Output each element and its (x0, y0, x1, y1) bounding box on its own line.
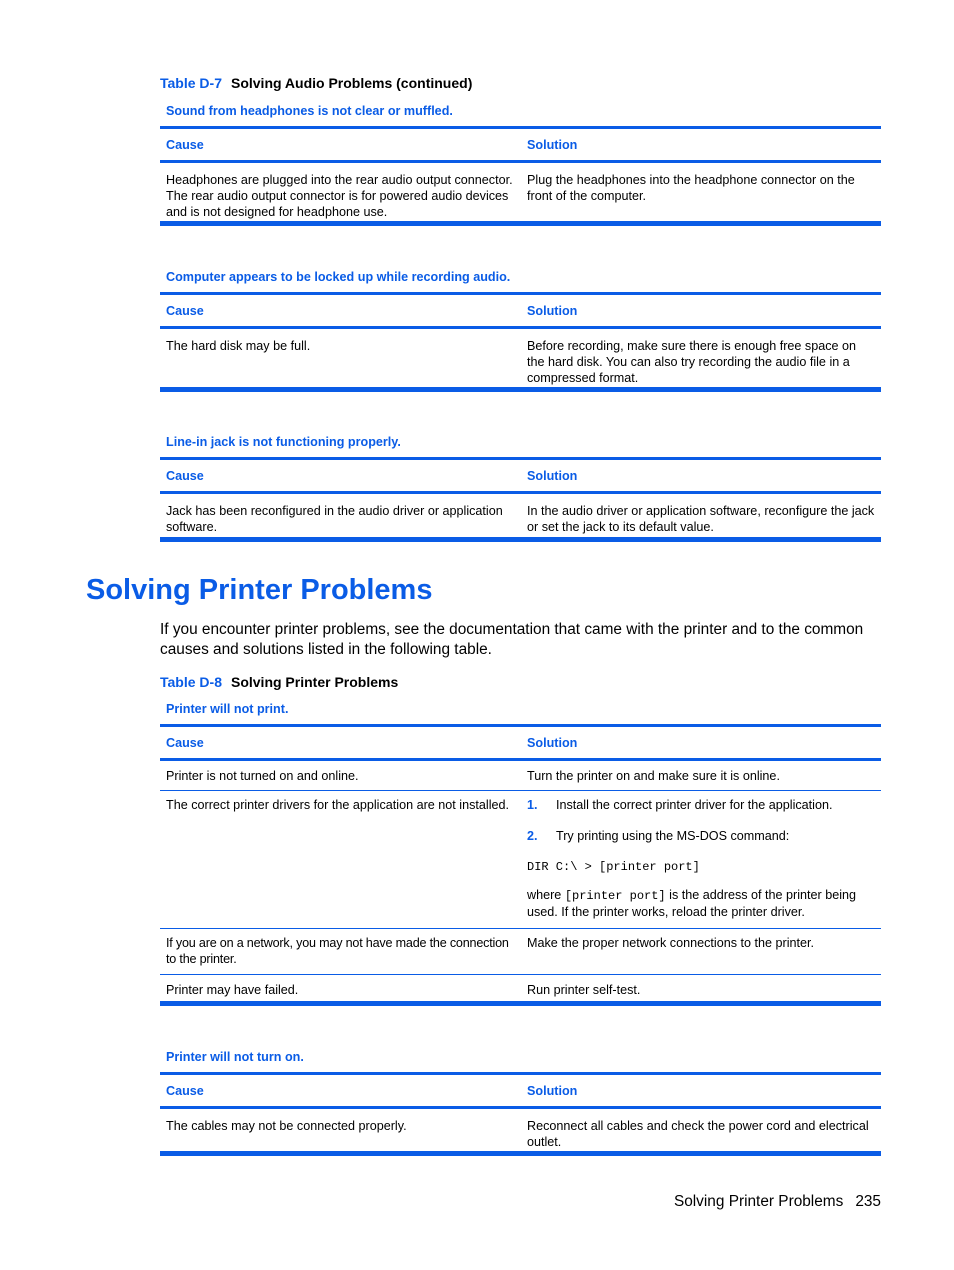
table-d8-title: Solving Printer Problems (230, 674, 399, 690)
step-text: Try printing using the MS-DOS command: (556, 829, 790, 843)
ms-dos-command: DIR C:\ > [printer port] (527, 860, 700, 874)
cause-cell: The cables may not be connected properly. (166, 1119, 407, 1133)
column-header-cause: Cause (166, 468, 204, 483)
column-header-solution: Solution (527, 303, 578, 318)
table-d8-section-will-not-print (160, 694, 881, 1005)
solution-cell: Make the proper network connections to the printer. (527, 936, 815, 950)
where-prefix: where (527, 888, 565, 902)
step-item (527, 797, 875, 813)
cause-cell: Printer may have failed. (166, 983, 299, 997)
table-row (160, 494, 881, 541)
solution-cell: In the audio driver or application software, reconfigure the jack or set the jack to its default value. (527, 504, 875, 534)
cause-cell: Headphones are plugged into the rear audio output connector. The rear audio output connector is for powered audio devices and is not designed for headphone use. (166, 173, 513, 219)
step-text: Install the correct printer driver for the application. (556, 798, 833, 812)
table-end-rule (160, 537, 881, 542)
column-header-cause: Cause (166, 303, 204, 318)
column-headers (160, 460, 881, 491)
cause-cell: Jack has been reconfigured in the audio driver or application software. (166, 504, 503, 534)
column-headers (160, 1075, 881, 1106)
solution-cell: Run printer self-test. (527, 983, 641, 997)
solution-cell: Turn the printer on and make sure it is online. (527, 769, 780, 783)
column-header-cause: Cause (166, 1083, 204, 1098)
solution-steps (527, 797, 875, 844)
solution-cell: Before recording, make sure there is enough free space on the hard disk. You can also try recording the audio file in a compressed format. (527, 339, 857, 385)
cause-cell: The hard disk may be full. (166, 339, 311, 353)
column-headers (160, 727, 881, 758)
step-item (527, 828, 875, 844)
section-heading: Computer appears to be locked up while recording audio. (166, 270, 511, 284)
page-number: 235 (855, 1193, 881, 1210)
where-note (527, 887, 875, 920)
table-row (160, 163, 881, 226)
column-header-solution: Solution (527, 137, 578, 152)
solution-cell: Plug the headphones into the headphone connector on the front of the computer. (527, 173, 855, 203)
where-suffix: is the address of the printer being used. If the printer works, reload the printer driver. (527, 888, 857, 919)
intro-paragraph: If you encounter printer problems, see the documentation that came with the printer and to the common causes and solutions listed in the following table. (160, 621, 864, 658)
section-heading: Line-in jack is not functioning properly. (166, 435, 401, 449)
table-d8-section-will-not-turn-on (160, 1042, 881, 1156)
table-d7-section-headphones (160, 96, 881, 226)
table-row (160, 1109, 881, 1156)
table-d7-section-line-in (160, 427, 881, 541)
table-d7-title: Solving Audio Problems (continued) (230, 75, 473, 91)
page-footer (674, 1193, 881, 1211)
column-headers (160, 129, 881, 160)
cause-cell: Printer is not turned on and online. (166, 769, 359, 783)
table-d7-number: Table D-7 (160, 75, 222, 91)
column-header-solution: Solution (527, 1083, 578, 1098)
column-header-solution: Solution (527, 735, 578, 750)
cause-cell: The correct printer drivers for the application are not installed. (166, 798, 509, 812)
section-heading: Printer will not print. (166, 702, 289, 716)
column-header-cause: Cause (166, 137, 204, 152)
where-code: [printer port] (564, 889, 666, 903)
table-end-rule (160, 221, 881, 226)
table-row (160, 329, 881, 392)
table-end-rule (160, 1001, 881, 1006)
solution-cell (521, 791, 881, 928)
footer-title: Solving Printer Problems (673, 1193, 844, 1210)
table-row (160, 761, 881, 791)
table-end-rule (160, 387, 881, 392)
column-header-cause: Cause (166, 735, 204, 750)
column-headers (160, 295, 881, 326)
solution-cell: Reconnect all cables and check the power cord and electrical outlet. (527, 1119, 869, 1149)
table-row (160, 791, 881, 929)
table-d8-caption (160, 674, 398, 690)
table-d7-section-recording (160, 262, 881, 392)
section-title: Solving Printer Problems (86, 574, 433, 606)
section-heading: Sound from headphones is not clear or muffled. (166, 104, 453, 118)
section-heading: Printer will not turn on. (166, 1050, 304, 1064)
step-number: 1. (527, 798, 538, 812)
step-number: 2. (527, 829, 538, 843)
table-end-rule (160, 1151, 881, 1156)
column-header-solution: Solution (527, 468, 578, 483)
table-d8-number: Table D-8 (160, 674, 222, 690)
table-row (160, 929, 881, 975)
cause-cell: If you are on a network, you may not have made the connection to the printer. (166, 936, 509, 966)
table-d7-caption (160, 75, 472, 91)
